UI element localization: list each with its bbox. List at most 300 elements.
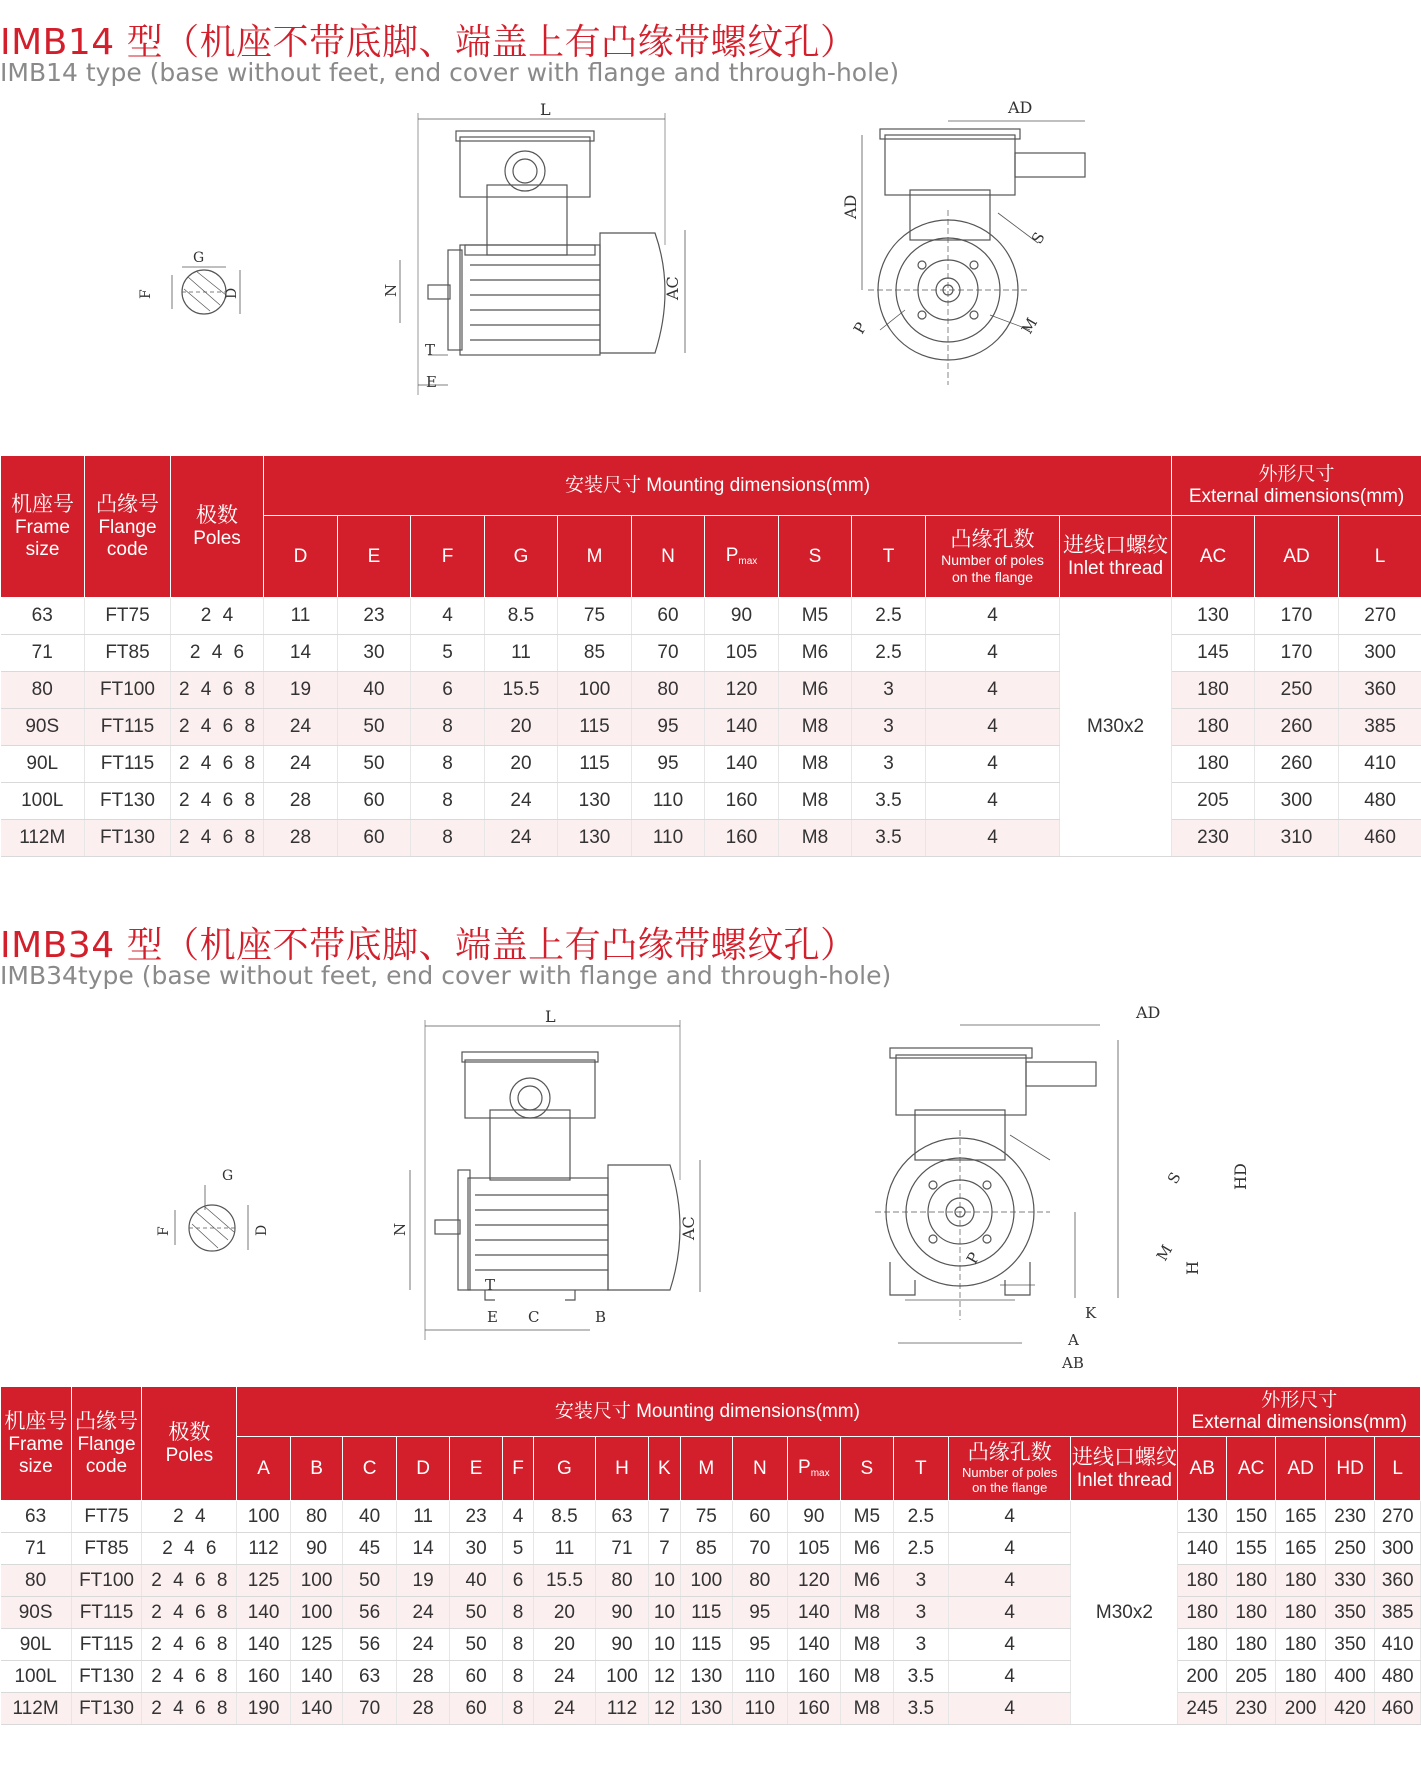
- table-cell: 4: [949, 1661, 1071, 1693]
- table-cell: 24: [396, 1597, 450, 1629]
- table-cell: 14: [396, 1533, 450, 1565]
- col-T: T: [893, 1437, 949, 1501]
- table-cell: 80: [595, 1565, 649, 1597]
- table-cell: 300: [1255, 783, 1339, 820]
- table-cell: 28: [264, 820, 338, 857]
- table-cell: 180: [1178, 1597, 1226, 1629]
- table-cell: 110: [733, 1661, 788, 1693]
- table-cell: 19: [396, 1565, 450, 1597]
- table-cell: 4: [926, 746, 1060, 783]
- table-cell: 90S: [1, 1597, 72, 1629]
- table-cell: 6: [411, 672, 485, 709]
- table-cell: 8.5: [534, 1501, 596, 1533]
- col-flange: 凸缘号 Flange code: [71, 1387, 142, 1501]
- table-cell: 3: [852, 746, 926, 783]
- table-cell: 24: [264, 709, 338, 746]
- table-cell: 130: [1178, 1501, 1226, 1533]
- table-cell: 230: [1226, 1693, 1275, 1725]
- table-cell: FT100: [85, 672, 171, 709]
- table-cell: 200: [1178, 1661, 1226, 1693]
- dim-M: M: [1152, 1241, 1177, 1264]
- table-cell: 71: [1, 635, 85, 672]
- table-cell: 100L: [1, 783, 85, 820]
- col-C: C: [343, 1437, 397, 1501]
- table-cell: 160: [237, 1661, 291, 1693]
- table-cell: 4: [949, 1501, 1071, 1533]
- table-cell: 4: [949, 1565, 1071, 1597]
- table-cell: 4: [926, 709, 1060, 746]
- col-AC: AC: [1226, 1437, 1275, 1501]
- table-cell: 145: [1172, 635, 1255, 672]
- table-cell: 8.5: [485, 598, 558, 635]
- table-cell: 2.5: [893, 1501, 949, 1533]
- table-cell: 115: [558, 746, 632, 783]
- table-cell: FT130: [71, 1693, 142, 1725]
- table-cell: 360: [1339, 672, 1421, 709]
- table-cell: 385: [1375, 1597, 1421, 1629]
- table-cell: 410: [1339, 746, 1421, 783]
- table-cell: M8: [779, 820, 852, 857]
- table-cell: 23: [338, 598, 411, 635]
- table-cell: 4: [949, 1693, 1071, 1725]
- table-cell: 125: [237, 1565, 291, 1597]
- table-cell: 75: [558, 598, 632, 635]
- table-cell: 40: [450, 1565, 503, 1597]
- table-cell: 100: [237, 1501, 291, 1533]
- table-cell: 2 4 6: [142, 1533, 237, 1565]
- table-cell: 5: [502, 1533, 533, 1565]
- col-T: T: [852, 516, 926, 598]
- imb34-table: [0, 1386, 1421, 1725]
- table-cell: 180: [1172, 746, 1255, 783]
- col-G: G: [534, 1437, 596, 1501]
- table-cell: 90: [705, 598, 779, 635]
- table-cell: 200: [1276, 1693, 1325, 1725]
- dim-AC: AC: [663, 276, 682, 300]
- table-cell: 63: [1, 598, 85, 635]
- imb34-drawing: [0, 1000, 1421, 1385]
- table-cell: 480: [1339, 783, 1421, 820]
- table-cell: 130: [680, 1661, 733, 1693]
- table-row: [1, 783, 1421, 820]
- col-AC: AC: [1172, 516, 1255, 598]
- table-cell: 110: [632, 783, 705, 820]
- table-cell: 250: [1325, 1533, 1374, 1565]
- table-cell: 11: [534, 1533, 596, 1565]
- table-cell: 180: [1226, 1565, 1275, 1597]
- table-cell: 60: [338, 820, 411, 857]
- col-E: E: [338, 516, 411, 598]
- table-cell: 11: [264, 598, 338, 635]
- table-cell: 260: [1255, 746, 1339, 783]
- table-cell: 205: [1226, 1661, 1275, 1693]
- table-cell: 2 4 6 8: [142, 1661, 237, 1693]
- table-cell: 4: [926, 635, 1060, 672]
- table-cell: 24: [485, 820, 558, 857]
- col-HD: HD: [1325, 1437, 1374, 1501]
- table-cell: 350: [1325, 1629, 1374, 1661]
- table-cell: 2 4 6 8: [171, 746, 264, 783]
- dim-AC: AC: [679, 1216, 698, 1240]
- col-E: E: [450, 1437, 503, 1501]
- dim-C: C: [528, 1308, 540, 1326]
- section1-title-cn: IMB14 型（机座不带底脚、端盖上有凸缘带螺纹孔）: [0, 22, 857, 63]
- dim-L: L: [540, 100, 551, 119]
- table-cell: 3: [893, 1597, 949, 1629]
- table-cell: 19: [264, 672, 338, 709]
- table-cell: 80: [290, 1501, 343, 1533]
- table-cell: 180: [1226, 1597, 1275, 1629]
- table-cell: 2 4 6 8: [171, 820, 264, 857]
- table-cell: 4: [949, 1597, 1071, 1629]
- table-cell: 4: [926, 598, 1060, 635]
- table-cell: 260: [1255, 709, 1339, 746]
- table-cell: 115: [680, 1629, 733, 1661]
- table-cell: 480: [1375, 1661, 1421, 1693]
- table-cell: 130: [680, 1693, 733, 1725]
- imb14-table: [0, 455, 1421, 857]
- table-cell: 24: [534, 1661, 596, 1693]
- table-cell: 3.5: [852, 820, 926, 857]
- table-cell: 165: [1276, 1533, 1325, 1565]
- table-cell: 125: [290, 1629, 343, 1661]
- table-cell: 2.5: [852, 635, 926, 672]
- table-cell: 8: [411, 783, 485, 820]
- table-cell: 70: [632, 635, 705, 672]
- table-cell: 75: [680, 1501, 733, 1533]
- table-cell: 24: [396, 1629, 450, 1661]
- table-cell: 330: [1325, 1565, 1374, 1597]
- table-cell: 95: [632, 746, 705, 783]
- col-flange-holes: 凸缘孔数 Number of poles on the flange: [949, 1437, 1071, 1501]
- table-cell: 50: [338, 746, 411, 783]
- table-cell: 95: [733, 1629, 788, 1661]
- table-cell: 50: [338, 709, 411, 746]
- table-cell: 105: [705, 635, 779, 672]
- table-cell: 3.5: [893, 1693, 949, 1725]
- table-cell: FT115: [85, 746, 171, 783]
- table-cell: 2 4 6 8: [142, 1597, 237, 1629]
- table-cell: FT130: [85, 820, 171, 857]
- table-cell: 80: [1, 672, 85, 709]
- table-cell: 100: [558, 672, 632, 709]
- dim-D: D: [254, 1224, 270, 1236]
- table-cell: 8: [411, 709, 485, 746]
- table-cell: 300: [1339, 635, 1421, 672]
- table-row: [1, 1501, 1421, 1533]
- table-cell: 90L: [1, 1629, 72, 1661]
- table-cell: 3: [893, 1565, 949, 1597]
- col-F: F: [502, 1437, 533, 1501]
- dim-T: T: [485, 1276, 496, 1294]
- table-cell: 110: [632, 820, 705, 857]
- table-cell: 140: [237, 1597, 291, 1629]
- dim-AD-vertical: AD: [841, 194, 860, 219]
- col-Pmax: $P_{max}$: [705, 516, 779, 598]
- table-cell: 28: [396, 1693, 450, 1725]
- external-dimensions-header: 外形尺寸 External dimensions(mm): [1172, 456, 1421, 516]
- table-cell: 63: [1, 1501, 72, 1533]
- col-M: M: [558, 516, 632, 598]
- table-cell: 130: [1172, 598, 1255, 635]
- table-cell: 3: [893, 1629, 949, 1661]
- table-cell: 10: [649, 1597, 680, 1629]
- table-cell: 180: [1178, 1629, 1226, 1661]
- table-cell: 50: [343, 1565, 397, 1597]
- table-cell: 4: [411, 598, 485, 635]
- table-cell: 112M: [1, 820, 85, 857]
- table-cell: 140: [705, 709, 779, 746]
- table-row: [1, 1533, 1421, 1565]
- table-cell: 90: [595, 1629, 649, 1661]
- table-cell: 70: [343, 1693, 397, 1725]
- dim-AD: AD: [1136, 1003, 1161, 1022]
- table-cell: 300: [1375, 1533, 1421, 1565]
- col-inlet-thread: 进线口螺纹 Inlet thread: [1071, 1437, 1178, 1501]
- table-cell: M8: [779, 746, 852, 783]
- dim-A: A: [1068, 1331, 1079, 1349]
- col-L: L: [1375, 1437, 1421, 1501]
- table-cell: 385: [1339, 709, 1421, 746]
- table-cell: M5: [841, 1501, 894, 1533]
- col-H: H: [595, 1437, 649, 1501]
- table-cell: 4: [949, 1629, 1071, 1661]
- table-cell: 180: [1172, 709, 1255, 746]
- table-cell: 165: [1276, 1501, 1325, 1533]
- col-B: B: [290, 1437, 343, 1501]
- table-cell: 360: [1375, 1565, 1421, 1597]
- table-cell: 140: [787, 1629, 841, 1661]
- table-cell: M6: [841, 1533, 894, 1565]
- table-cell: 12: [649, 1693, 680, 1725]
- dim-E: E: [487, 1308, 498, 1326]
- table-cell: M8: [841, 1661, 894, 1693]
- table-cell: M8: [779, 783, 852, 820]
- table-cell: FT75: [71, 1501, 142, 1533]
- col-inlet-thread: 进线口螺纹 Inlet thread: [1060, 516, 1172, 598]
- table-cell: 60: [733, 1501, 788, 1533]
- table-cell: 4: [926, 783, 1060, 820]
- table-cell: 2 4: [171, 598, 264, 635]
- inlet-thread-cell: M30x2: [1071, 1501, 1178, 1725]
- dim-G: G: [193, 250, 205, 266]
- external-dimensions-header: 外形尺寸 External dimensions(mm): [1178, 1387, 1421, 1437]
- table-cell: 2 4 6 8: [142, 1565, 237, 1597]
- table-cell: M6: [779, 672, 852, 709]
- table-row: [1, 672, 1421, 709]
- col-A: A: [237, 1437, 291, 1501]
- table-cell: 4: [949, 1533, 1071, 1565]
- table-cell: 60: [450, 1661, 503, 1693]
- table-cell: 120: [705, 672, 779, 709]
- table-cell: 140: [787, 1597, 841, 1629]
- table-cell: 180: [1276, 1629, 1325, 1661]
- table-cell: 155: [1226, 1533, 1275, 1565]
- col-flange: 凸缘号 Flange code: [85, 456, 171, 598]
- table-row: [1, 635, 1421, 672]
- table-cell: 350: [1325, 1597, 1374, 1629]
- table-cell: 71: [595, 1533, 649, 1565]
- table-cell: 56: [343, 1629, 397, 1661]
- table-cell: 40: [338, 672, 411, 709]
- dim-S: S: [1027, 229, 1049, 247]
- table-cell: 63: [343, 1661, 397, 1693]
- table-cell: 140: [705, 746, 779, 783]
- table-cell: 3: [852, 672, 926, 709]
- table-cell: 460: [1375, 1693, 1421, 1725]
- table-cell: 140: [1178, 1533, 1226, 1565]
- table-cell: 3: [852, 709, 926, 746]
- table-row: [1, 746, 1421, 783]
- col-S: S: [779, 516, 852, 598]
- table-cell: 12: [649, 1661, 680, 1693]
- table-cell: M8: [779, 709, 852, 746]
- table-cell: M8: [841, 1597, 894, 1629]
- table-cell: 100L: [1, 1661, 72, 1693]
- col-S: S: [841, 1437, 894, 1501]
- table-cell: 170: [1255, 598, 1339, 635]
- dim-S: S: [1163, 1169, 1185, 1187]
- table-cell: 112: [595, 1693, 649, 1725]
- table-cell: 95: [632, 709, 705, 746]
- table-cell: 80: [632, 672, 705, 709]
- table-cell: 85: [680, 1533, 733, 1565]
- table-cell: 23: [450, 1501, 503, 1533]
- table-cell: 28: [396, 1661, 450, 1693]
- table-cell: FT130: [71, 1661, 142, 1693]
- table-cell: 24: [264, 746, 338, 783]
- col-AB: AB: [1178, 1437, 1226, 1501]
- table-cell: 45: [343, 1533, 397, 1565]
- table-cell: 230: [1172, 820, 1255, 857]
- table-cell: 2 4 6 8: [171, 783, 264, 820]
- table-cell: M5: [779, 598, 852, 635]
- table-cell: M8: [841, 1693, 894, 1725]
- table-cell: 100: [290, 1565, 343, 1597]
- dim-P: P: [962, 1249, 984, 1267]
- table-cell: 230: [1325, 1501, 1374, 1533]
- table-cell: 80: [1, 1565, 72, 1597]
- table-cell: 90: [595, 1597, 649, 1629]
- table-cell: 7: [649, 1501, 680, 1533]
- col-L: L: [1339, 516, 1421, 598]
- table-cell: 80: [733, 1565, 788, 1597]
- dim-AB: AB: [1062, 1354, 1084, 1372]
- table-cell: 50: [450, 1629, 503, 1661]
- table-cell: 140: [290, 1693, 343, 1725]
- table-cell: 6: [502, 1565, 533, 1597]
- col-M: M: [680, 1437, 733, 1501]
- dim-G: G: [222, 1168, 234, 1184]
- dim-AD: AD: [1008, 98, 1033, 117]
- table-cell: 90: [787, 1501, 841, 1533]
- table-cell: 14: [264, 635, 338, 672]
- table-cell: M6: [841, 1565, 894, 1597]
- table-cell: 7: [649, 1533, 680, 1565]
- table-cell: 20: [485, 709, 558, 746]
- table-cell: 15.5: [485, 672, 558, 709]
- col-Pmax: $P_{max}$: [787, 1437, 841, 1501]
- dim-P: P: [849, 319, 871, 337]
- table-cell: 3.5: [893, 1661, 949, 1693]
- table-cell: 2 4 6 8: [171, 672, 264, 709]
- col-K: K: [649, 1437, 680, 1501]
- table-cell: 310: [1255, 820, 1339, 857]
- table-cell: 20: [485, 746, 558, 783]
- table-cell: 8: [502, 1597, 533, 1629]
- table-cell: 3.5: [852, 783, 926, 820]
- table-row: [1, 709, 1421, 746]
- table-cell: FT115: [71, 1597, 142, 1629]
- table-row: [1, 1629, 1421, 1661]
- table-cell: 2 4 6 8: [142, 1693, 237, 1725]
- table-cell: 245: [1178, 1693, 1226, 1725]
- col-F: F: [411, 516, 485, 598]
- table-cell: 100: [290, 1597, 343, 1629]
- table-cell: 50: [450, 1597, 503, 1629]
- table-cell: FT85: [85, 635, 171, 672]
- dim-D: D: [224, 287, 240, 299]
- table-cell: 270: [1339, 598, 1421, 635]
- table-cell: 60: [632, 598, 705, 635]
- col-AD: AD: [1276, 1437, 1325, 1501]
- table-cell: 8: [502, 1661, 533, 1693]
- table-cell: 420: [1325, 1693, 1374, 1725]
- table-cell: 105: [787, 1533, 841, 1565]
- col-D: D: [396, 1437, 450, 1501]
- table-cell: 90L: [1, 746, 85, 783]
- table-cell: 180: [1276, 1565, 1325, 1597]
- col-frame: 机座号 Frame size: [1, 1387, 72, 1501]
- dim-T: T: [425, 341, 436, 359]
- table-cell: 270: [1375, 1501, 1421, 1533]
- table-cell: FT130: [85, 783, 171, 820]
- table-cell: 20: [534, 1629, 596, 1661]
- table-cell: 115: [680, 1597, 733, 1629]
- table-row: [1, 1693, 1421, 1725]
- section1-title-en: IMB14 type (base without feet, end cover with flange and through-hole): [0, 58, 900, 87]
- table-cell: 30: [450, 1533, 503, 1565]
- table-cell: 180: [1276, 1661, 1325, 1693]
- table-cell: 160: [787, 1661, 841, 1693]
- dim-N: N: [382, 283, 400, 297]
- dim-B: B: [595, 1308, 607, 1326]
- mounting-dimensions-header: 安装尺寸 Mounting dimensions(mm): [237, 1387, 1178, 1437]
- table-cell: 112: [237, 1533, 291, 1565]
- table-cell: 90: [290, 1533, 343, 1565]
- table-cell: 8: [411, 820, 485, 857]
- section2-title-en: IMB34type (base without feet, end cover with flange and through-hole): [0, 961, 892, 990]
- table-cell: 205: [1172, 783, 1255, 820]
- col-D: D: [264, 516, 338, 598]
- table-cell: 10: [649, 1565, 680, 1597]
- table-row: [1, 820, 1421, 857]
- table-cell: 95: [733, 1597, 788, 1629]
- section2-title-cn: IMB34 型（机座不带底脚、端盖上有凸缘带螺纹孔）: [0, 925, 857, 966]
- dim-E: E: [426, 373, 437, 391]
- table-cell: 4: [502, 1501, 533, 1533]
- table-cell: 410: [1375, 1629, 1421, 1661]
- table-cell: 110: [733, 1693, 788, 1725]
- table-cell: 8: [502, 1629, 533, 1661]
- mounting-dimensions-header: 安装尺寸 Mounting dimensions(mm): [264, 456, 1172, 516]
- table-cell: 2 4 6 8: [142, 1629, 237, 1661]
- dim-HD: HD: [1231, 1163, 1250, 1190]
- table-cell: M6: [779, 635, 852, 672]
- table-cell: 90S: [1, 709, 85, 746]
- table-cell: 112M: [1, 1693, 72, 1725]
- dim-M: M: [1017, 314, 1042, 337]
